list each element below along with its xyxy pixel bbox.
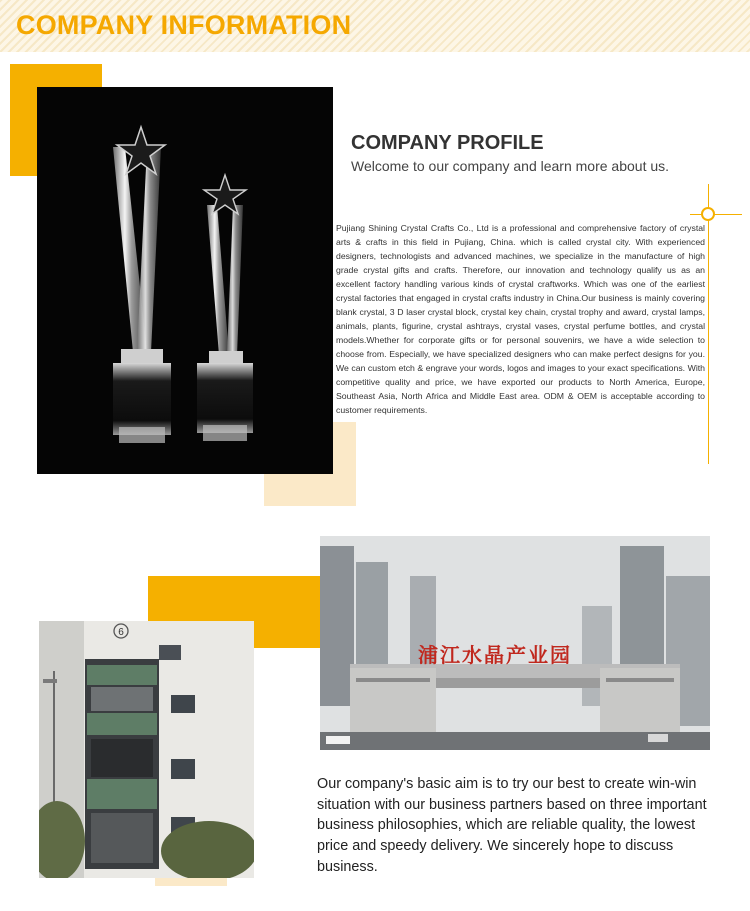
profile-divider-line [708,184,709,464]
company-aim-text: Our company's basic aim is to try our best to create win-win situation with our business partners based on three important business philosophies, which are reliable quality, the lowest price and speedy delivery. We sincerely hope to discuss business. [317,776,707,875]
company-profile-subtitle: Welcome to our company and learn more about us. [351,158,670,174]
building-illustration [39,621,254,878]
factory-building-photo [39,621,254,878]
crystal-trophy-photo [37,87,333,474]
company-profile-title: COMPANY PROFILE [351,132,544,154]
ring-marker-icon [701,207,715,221]
header-banner [0,0,750,52]
gate-illustration [320,536,710,750]
building-number: 6 [118,627,124,638]
company-profile-body: Pujiang Shining Crystal Crafts Co., Ltd is a professional and comprehensive factory of crystal arts & crafts in this field in Pujiang, China. which is called crystal city. With experienced designers, technologists and advanced machines, we specialize in the manufacture of high grade crystal gifts and crafts. Therefore, our innovation and technology qualify us as an excellent factory handling various kinds of crystal craftworks. Which was one of the earliest crystal factories that engaged in crystal crafts industry in China.Our business is mainly covering blank crystal, 3 D laser crystal block, crystal key chain, crystal trophy and award, crystal lamps, animals, plants, figurine, crystal ashtrays, crystal vases, crystal perfume bottles, and crystal models.Whether for corporate gifts or for personal souvenirs, we have a wide selection to choose from. Especially, we have specialized designers who can make perfect designs for you. We can custom etch & engrave your words, logos and images to your exact specifications. With competitive quality and price, we have exported our products to North America, Europe, Southeast Asia, North Africa and Middle East area. ODM & OEM is acceptable according to customer requirements. [336,223,705,415]
industrial-park-gate-photo [320,536,710,750]
page-title: COMPANY INFORMATION [16,10,352,40]
trophy-illustration [37,87,333,474]
gate-sign: 浦江水晶产业园 [418,643,572,667]
profile-divider-tick [690,214,742,215]
